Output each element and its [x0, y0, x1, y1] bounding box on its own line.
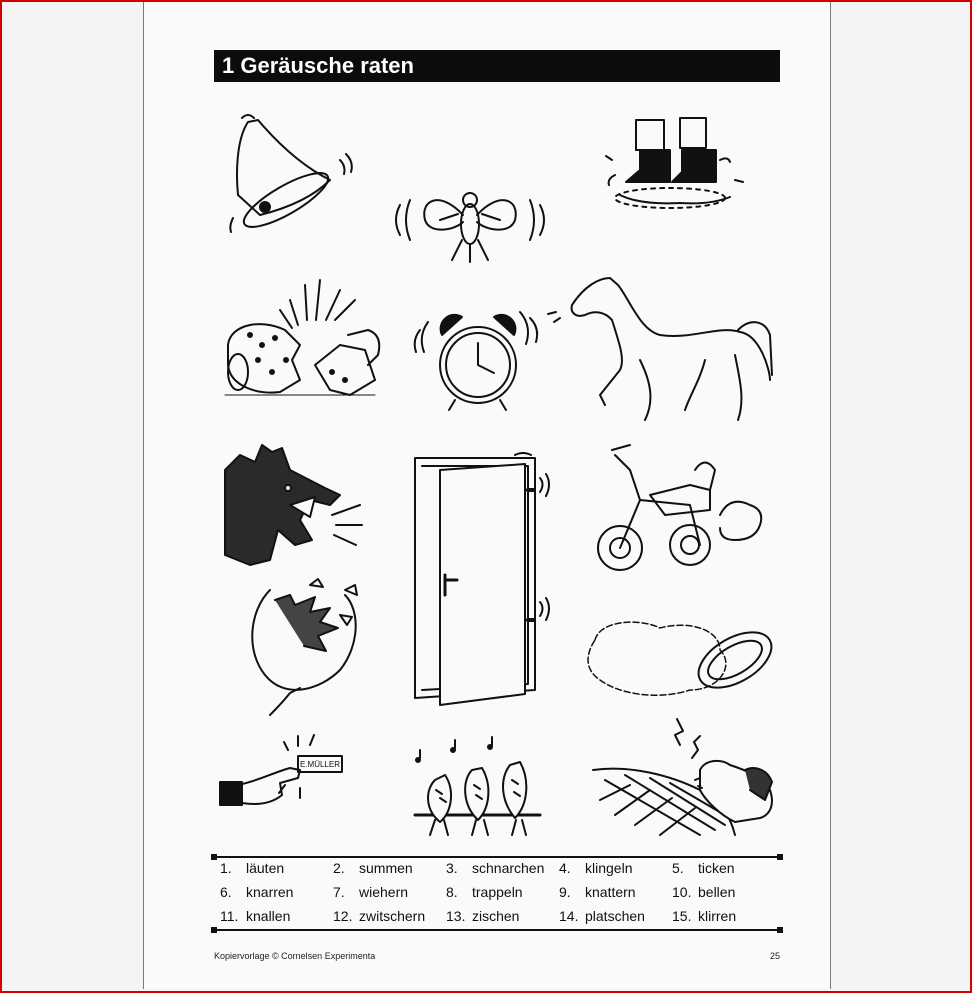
doorbell-nameplate: E.MÜLLER [299, 760, 341, 769]
word-text: wiehern [359, 884, 409, 900]
word-item [446, 882, 559, 902]
word-text: bellen [698, 884, 736, 900]
word-item [672, 906, 780, 926]
word-item [220, 906, 333, 926]
word-item [559, 906, 672, 926]
word-item [559, 882, 672, 902]
alarm-clock-icon [415, 312, 537, 410]
word-item [220, 858, 333, 878]
word-number: 12. [333, 908, 353, 924]
motorcycle-icon [598, 445, 761, 570]
word-number: 13. [446, 908, 466, 924]
horse-icon [548, 278, 772, 420]
word-item [333, 882, 446, 902]
word-text: zischen [472, 908, 520, 924]
word-item [672, 858, 780, 878]
publisher-credit: Kopiervorlage © Cornelsen Experimenta [214, 951, 376, 961]
word-item [446, 906, 559, 926]
bell-icon [230, 115, 351, 236]
word-number: 15. [672, 908, 692, 924]
word-text: klingeln [585, 860, 633, 876]
snoring-man-icon [593, 719, 772, 835]
bottom-divider [214, 929, 780, 931]
word-number: 4. [559, 860, 571, 876]
boots-splash-icon [606, 118, 743, 208]
word-text: trappeln [472, 884, 523, 900]
word-number: 5. [672, 860, 684, 876]
word-number: 1. [220, 860, 232, 876]
word-number: 3. [446, 860, 458, 876]
word-number: 8. [446, 884, 458, 900]
word-list [220, 858, 780, 926]
word-text: knarren [246, 884, 294, 900]
word-text: klirren [698, 908, 737, 924]
word-text: läuten [246, 860, 285, 876]
word-text: ticken [698, 860, 735, 876]
word-number: 11. [220, 908, 239, 924]
word-number: 10. [672, 884, 692, 900]
birds-icon [415, 737, 540, 835]
broken-vase-icon [225, 280, 379, 395]
word-item [333, 906, 446, 926]
page-title: 1 Geräusche raten [214, 50, 780, 82]
wolf-icon [225, 445, 362, 565]
word-text: platschen [585, 908, 645, 924]
word-text: knallen [246, 908, 291, 924]
page-number: 25 [770, 951, 781, 961]
word-text: zwitschern [359, 908, 426, 924]
word-text: knattern [585, 884, 636, 900]
word-text: schnarchen [472, 860, 545, 876]
word-number: 7. [333, 884, 345, 900]
fly-icon [396, 193, 544, 262]
word-text: summen [359, 860, 413, 876]
word-number: 14. [559, 908, 579, 924]
word-item [672, 882, 780, 902]
word-item [446, 858, 559, 878]
word-item [559, 858, 672, 878]
doorbell-finger-icon [220, 735, 342, 805]
word-number: 2. [333, 860, 345, 876]
hissing-tire-icon [588, 621, 781, 699]
word-item [333, 858, 446, 878]
popping-balloon-icon [252, 579, 357, 715]
door-icon [415, 453, 549, 705]
word-item [220, 882, 333, 902]
illustrations [143, 90, 829, 845]
word-number: 6. [220, 884, 232, 900]
word-number: 9. [559, 884, 571, 900]
